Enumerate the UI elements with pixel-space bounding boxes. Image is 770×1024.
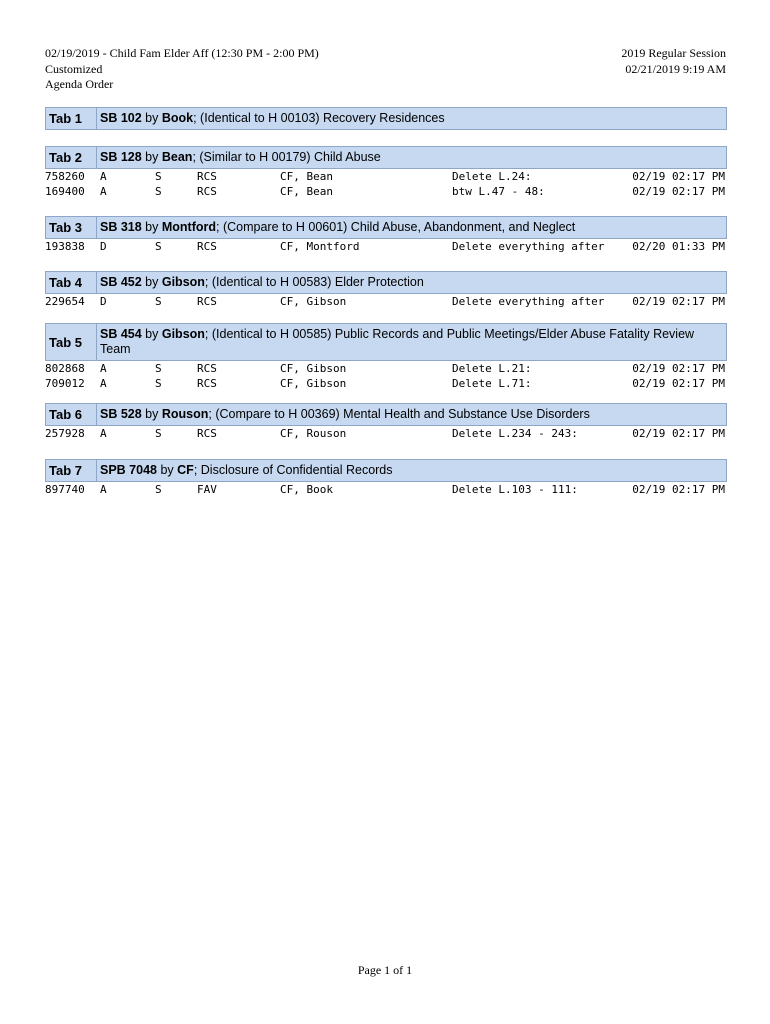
- bill-number: SB 454: [100, 327, 142, 341]
- amendment-id: 709012: [45, 377, 85, 390]
- bill-sponsor: Bean: [161, 150, 193, 164]
- agenda-tab-block: [45, 271, 727, 309]
- amendment-row: [45, 426, 727, 441]
- amendment-sponsor: CF, Gibson: [280, 295, 347, 308]
- report-header-left: [45, 46, 319, 93]
- amendment-chamber: S: [155, 185, 162, 198]
- amendment-action: A: [100, 185, 107, 198]
- bill-description: ; (Identical to H 00585) Public Records and Public Meetings/Elder Abuse Fatality Review Team: [100, 327, 695, 356]
- bill-sponsor: Gibson: [161, 275, 205, 289]
- bill-description: ; (Similar to H 00179) Child Abuse: [192, 150, 381, 164]
- amendment-row: [45, 376, 727, 391]
- amendment-id: 229654: [45, 295, 85, 308]
- amendment-timestamp: 02/19 02:17 PM: [632, 362, 725, 375]
- amendment-chamber: S: [155, 427, 162, 440]
- amendment-action: A: [100, 427, 107, 440]
- tab-header-bar: [45, 107, 727, 130]
- amendment-timestamp: 02/19 02:17 PM: [632, 377, 725, 390]
- by-text: by: [141, 220, 162, 234]
- amendment-action: A: [100, 377, 107, 390]
- amendment-recommendation: RCS: [197, 170, 217, 183]
- amendment-action: D: [100, 240, 107, 253]
- agenda-tab-block: [45, 323, 727, 391]
- bill-sponsor: Book: [161, 111, 194, 125]
- amendment-timestamp: 02/19 02:17 PM: [632, 170, 725, 183]
- tab-header-bar: [45, 403, 727, 426]
- bill-sponsor: Montford: [161, 220, 217, 234]
- agenda-tab-block: [45, 107, 727, 130]
- amendment-action: D: [100, 295, 107, 308]
- bill-sponsor: Rouson: [161, 407, 209, 421]
- amendment-row: [45, 184, 727, 199]
- amendment-row: [45, 239, 727, 254]
- amendment-description: Delete everything after: [452, 240, 605, 253]
- amendment-recommendation: RCS: [197, 240, 217, 253]
- amendment-chamber: S: [155, 170, 162, 183]
- amendment-description: btw L.47 - 48:: [452, 185, 545, 198]
- bill-sponsor: Gibson: [161, 327, 205, 341]
- agenda-tab-block: [45, 403, 727, 441]
- bill-title: [97, 272, 726, 293]
- by-text: by: [141, 275, 162, 289]
- bill-title: [97, 324, 726, 360]
- amendment-chamber: S: [155, 483, 162, 496]
- amendment-id: 802868: [45, 362, 85, 375]
- tab-label: Tab 6: [46, 404, 97, 425]
- amendment-sponsor: CF, Gibson: [280, 362, 347, 375]
- amendment-id: 257928: [45, 427, 85, 440]
- amendment-timestamp: 02/19 02:17 PM: [632, 427, 725, 440]
- amendment-chamber: S: [155, 377, 162, 390]
- amendment-action: A: [100, 483, 107, 496]
- amendment-description: Delete L.24:: [452, 170, 532, 183]
- amendment-action: A: [100, 170, 107, 183]
- by-text: by: [141, 327, 162, 341]
- amendment-id: 758260: [45, 170, 85, 183]
- bill-number: SPB 7048: [100, 463, 157, 477]
- tab-label: Tab 1: [46, 108, 97, 129]
- bill-title: [97, 108, 726, 129]
- report-order: Agenda Order: [45, 77, 114, 91]
- amendment-recommendation: RCS: [197, 427, 217, 440]
- tab-header-bar: [45, 146, 727, 169]
- amendment-timestamp: 02/20 01:33 PM: [632, 240, 725, 253]
- agenda-tab-block: [45, 459, 727, 497]
- agenda-tab-block: [45, 146, 727, 199]
- by-text: by: [141, 150, 162, 164]
- amendment-timestamp: 02/19 02:17 PM: [632, 483, 725, 496]
- bill-description: ; (Identical to H 00103) Recovery Residences: [193, 111, 445, 125]
- session-name: 2019 Regular Session: [621, 46, 726, 60]
- tab-header-bar: [45, 271, 727, 294]
- tab-header-bar: [45, 216, 727, 239]
- tab-label: Tab 4: [46, 272, 97, 293]
- by-text: by: [156, 463, 178, 477]
- amendment-row: [45, 361, 727, 376]
- amendment-row: [45, 169, 727, 184]
- amendment-timestamp: 02/19 02:17 PM: [632, 295, 725, 308]
- by-text: by: [141, 407, 162, 421]
- bill-number: SB 102: [100, 111, 142, 125]
- amendment-recommendation: RCS: [197, 362, 217, 375]
- amendment-row: [45, 294, 727, 309]
- amendment-sponsor: CF, Montford: [280, 240, 360, 253]
- bill-title: [97, 460, 726, 481]
- bill-description: ; (Compare to H 00601) Child Abuse, Abandonment, and Neglect: [216, 220, 576, 234]
- amendment-id: 193838: [45, 240, 85, 253]
- meeting-title: 02/19/2019 - Child Fam Elder Aff (12:30 PM - 2:00 PM): [45, 46, 319, 60]
- amendment-description: Delete L.234 - 243:: [452, 427, 578, 440]
- tab-label: Tab 5: [46, 324, 97, 360]
- tab-header-bar: [45, 459, 727, 482]
- amendment-id: 897740: [45, 483, 85, 496]
- bill-number: SB 452: [100, 275, 142, 289]
- tab-header-bar: [45, 323, 727, 361]
- bill-number: SB 318: [100, 220, 142, 234]
- amendment-description: Delete L.21:: [452, 362, 532, 375]
- bill-description: ; Disclosure of Confidential Records: [193, 463, 393, 477]
- bill-title: [97, 147, 726, 168]
- amendment-recommendation: FAV: [197, 483, 217, 496]
- amendment-sponsor: CF, Bean: [280, 185, 333, 198]
- amendment-description: Delete everything after: [452, 295, 605, 308]
- amendment-recommendation: RCS: [197, 185, 217, 198]
- amendment-chamber: S: [155, 362, 162, 375]
- tab-label: Tab 3: [46, 217, 97, 238]
- amendment-recommendation: RCS: [197, 377, 217, 390]
- amendment-chamber: S: [155, 240, 162, 253]
- tab-label: Tab 7: [46, 460, 97, 481]
- amendment-sponsor: CF, Book: [280, 483, 333, 496]
- agenda-tab-block: [45, 216, 727, 254]
- amendment-recommendation: RCS: [197, 295, 217, 308]
- amendment-row: [45, 482, 727, 497]
- bill-number: SB 528: [100, 407, 142, 421]
- amendment-sponsor: CF, Bean: [280, 170, 333, 183]
- page-number: Page 1 of 1: [357, 963, 413, 977]
- bill-title: [97, 404, 726, 425]
- tab-label: Tab 2: [46, 147, 97, 168]
- bill-title: [97, 217, 726, 238]
- amendment-timestamp: 02/19 02:17 PM: [632, 185, 725, 198]
- bill-description: ; (Identical to H 00583) Elder Protection: [204, 275, 424, 289]
- report-timestamp: 02/21/2019 9:19 AM: [625, 61, 726, 76]
- amendment-sponsor: CF, Gibson: [280, 377, 347, 390]
- report-type: Customized: [45, 61, 103, 76]
- by-text: by: [141, 111, 162, 125]
- bill-number: SB 128: [100, 150, 142, 164]
- amendment-sponsor: CF, Rouson: [280, 427, 347, 440]
- amendment-action: A: [100, 362, 107, 375]
- bill-description: ; (Compare to H 00369) Mental Health and Substance Use Disorders: [208, 407, 590, 421]
- bill-sponsor: CF: [177, 463, 194, 477]
- report-header-right: [621, 46, 726, 77]
- amendment-chamber: S: [155, 295, 162, 308]
- amendment-description: Delete L.71:: [452, 377, 532, 390]
- amendment-description: Delete L.103 - 111:: [452, 483, 578, 496]
- amendment-id: 169400: [45, 185, 85, 198]
